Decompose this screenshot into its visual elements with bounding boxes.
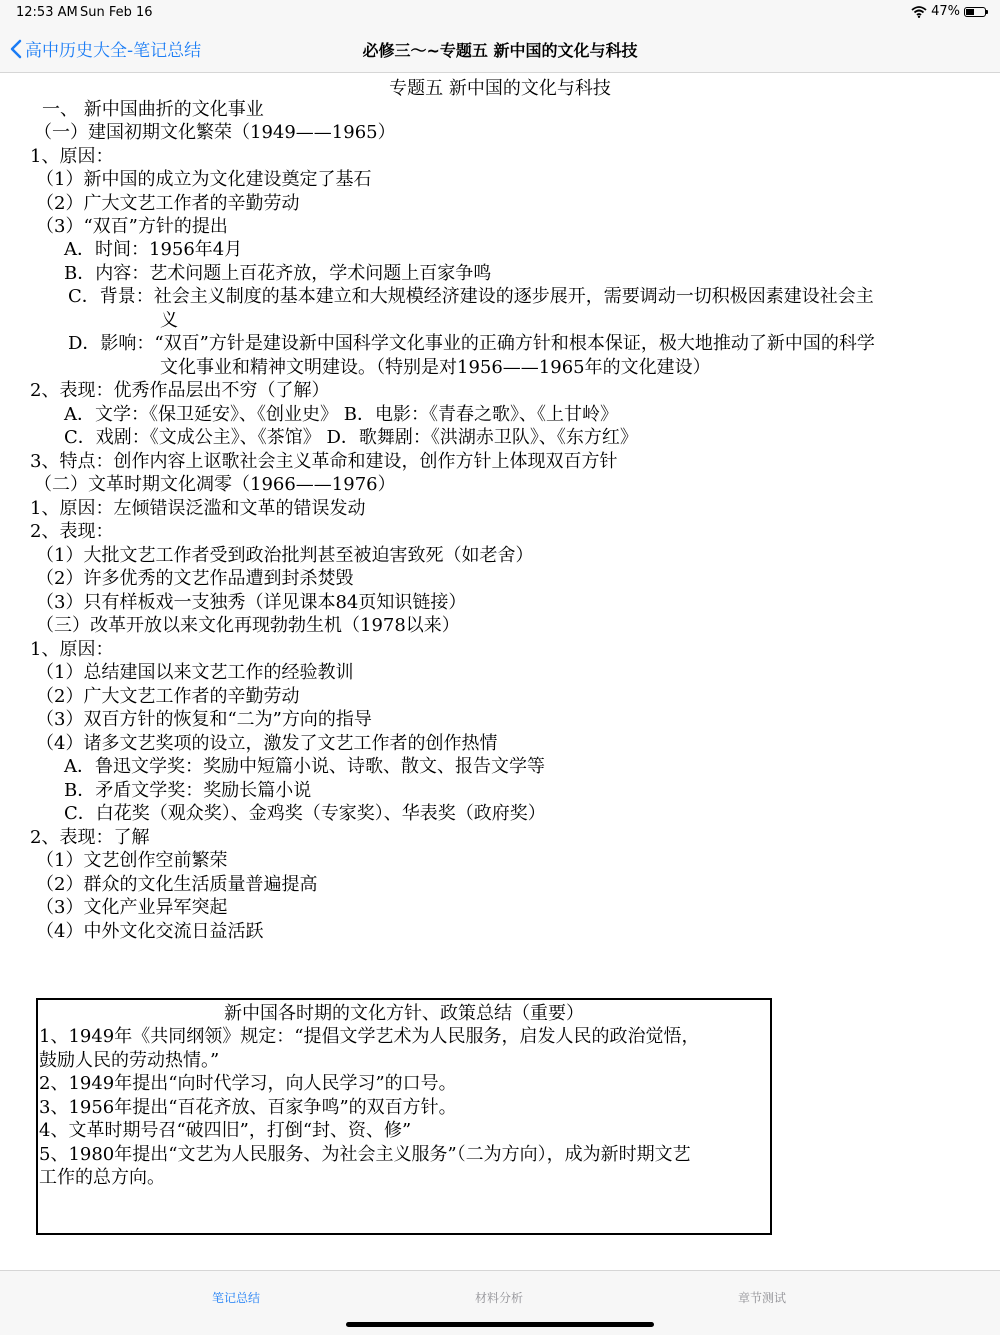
battery-icon [964, 7, 986, 17]
tab-chapter-test[interactable] [692, 1289, 832, 1306]
document-line: （3）双百方针的恢复和“二为”方向的指导 [36, 709, 372, 730]
document-line: D．影响：“双百”方针是建设新中国科学文化事业的正确方针和根本保证，极大地推动了新中国的科学 [68, 333, 875, 354]
document-line: （3）文化产业异军突起 [36, 897, 228, 918]
document-line: （1）文艺创作空前繁荣 [36, 850, 228, 871]
document-line: C．戏剧：《文成公主》、《茶馆》 D．歌舞剧：《洪湖赤卫队》、《东方红》 [64, 427, 638, 448]
tab-notes-summary[interactable] [166, 1289, 306, 1306]
summary-line: 工作的总方向。 [39, 1167, 165, 1188]
document-line: B．矛盾文学奖：奖励长篇小说 [64, 780, 312, 801]
document-line: A．时间：1956年4月 [64, 239, 243, 260]
home-indicator [346, 1322, 654, 1327]
status-bar [0, 0, 1000, 24]
document-line: 2、表现：了解 [30, 827, 150, 848]
document-line: C．背景：社会主义制度的基本建立和大规模经济建设的逐步展开，需要调动一切积极因素建设社会主 [68, 286, 874, 307]
document-line: （1）总结建国以来文艺工作的经验教训 [36, 662, 354, 683]
document-line: （2）广大文艺工作者的辛勤劳动 [36, 686, 300, 707]
document-line: A．鲁迅文学奖：奖励中短篇小说、诗歌、散文、报告文学等 [64, 756, 545, 777]
document-line: 3、特点：创作内容上讴歌社会主义革命和建设，创作方针上体现双百方针 [30, 451, 618, 472]
document-line: （2）广大文艺工作者的辛勤劳动 [36, 193, 300, 214]
summary-line: 4、文革时期号召“破四旧”，打倒“封、资、修” [39, 1120, 412, 1141]
document-line: 1、原因： [30, 639, 114, 660]
document-line: A．文学：《保卫延安》、《创业史》 B．电影：《青春之歌》、《上甘岭》 [64, 404, 618, 425]
document-line: （4）诸多文艺奖项的设立，激发了文艺工作者的创作热情 [36, 733, 498, 754]
status-right [911, 4, 986, 19]
tab-label: 笔记总结 [211, 1291, 260, 1305]
navigation-bar [0, 24, 1000, 73]
document-line: （1）新中国的成立为文化建设奠定了基石 [36, 169, 372, 190]
tab-label: 材料分析 [474, 1291, 523, 1305]
document-title: 专题五 新中国的文化与科技 [389, 78, 611, 99]
page-title: 必修三～~专题五 新中国的文化与科技 [362, 41, 638, 60]
document-line: 1、原因： [30, 146, 114, 167]
document-line: （4）中外文化交流日益活跃 [36, 921, 264, 942]
document-line: 一、 新中国曲折的文化事业 [42, 99, 264, 120]
document-line: 文化事业和精神文明建设。（特别是对1956——1965年的文化建设） [160, 357, 711, 378]
tab-label: 章节测试 [737, 1291, 786, 1305]
document-line: （二）文革时期文化凋零（1966——1976） [34, 474, 396, 495]
summary-line: 2、1949年提出“向时代学习，向人民学习”的口号。 [39, 1073, 457, 1094]
wifi-icon [911, 6, 927, 18]
document-line: 2、表现： [30, 521, 114, 542]
document-line: 2、表现：优秀作品层出不穷（了解） [30, 380, 330, 401]
document-line: （三）改革开放以来文化再现勃勃生机（1978以来） [36, 615, 460, 636]
document-line: B．内容：艺术问题上百花齐放，学术问题上百家争鸣 [64, 263, 492, 284]
document-line: C．白花奖（观众奖）、金鸡奖（专家奖）、华表奖（政府奖） [64, 803, 546, 824]
document-line: （3）“双百”方针的提出 [36, 216, 228, 237]
battery-percent: 47% [931, 4, 960, 19]
status-time: 12:53 AM [16, 5, 78, 20]
document-line: （1）大批文艺工作者受到政治批判甚至被迫害致死（如老舍） [36, 545, 534, 566]
battery-fill [966, 9, 974, 15]
back-button-label: 高中历史大全-笔记总结 [25, 41, 202, 61]
summary-line: 鼓励人民的劳动热情。” [39, 1049, 220, 1071]
document-line: （2）许多优秀的文艺作品遭到封杀焚毁 [36, 568, 354, 589]
summary-line: 3、1956年提出“百花齐放、百家争鸣”的双百方针。 [39, 1096, 457, 1118]
document-line: （一）建国初期文化繁荣（1949——1965） [34, 122, 396, 143]
policy-summary-box [36, 998, 772, 1235]
document-line: （2）群众的文化生活质量普遍提高 [36, 874, 318, 895]
document-line: 1、原因：左倾错误泛滥和文革的错误发动 [30, 498, 366, 519]
summary-line: 1、1949年《共同纲领》规定：“提倡文学艺术为人民服务，启发人民的政治觉悟， [39, 1026, 700, 1047]
summary-line: 5、1980年提出“文艺为人民服务、为社会主义服务”（二为方向），成为新时期文艺 [39, 1143, 691, 1165]
tab-material-analysis[interactable] [429, 1289, 569, 1306]
document-line: （3）只有样板戏一支独秀（详见课本84页知识链接） [36, 592, 467, 613]
document-line: 义 [160, 310, 178, 331]
summary-box-title: 新中国各时期的文化方针、政策总结（重要） [224, 1003, 584, 1024]
status-date: Sun Feb 16 [80, 5, 153, 20]
